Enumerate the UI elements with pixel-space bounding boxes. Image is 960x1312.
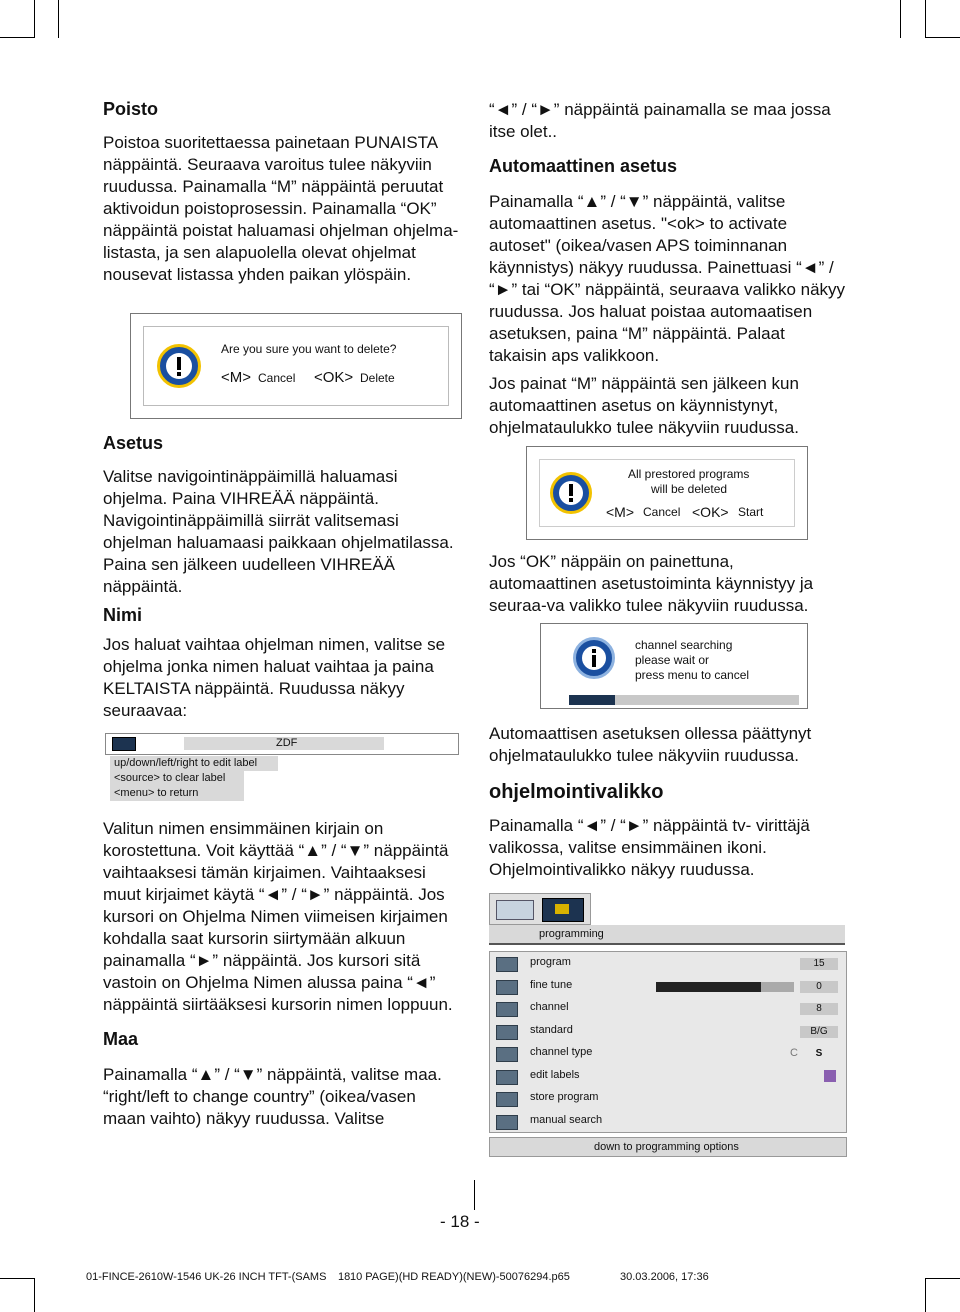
fine-tune-slider[interactable] <box>656 982 794 992</box>
menu-title: programming <box>539 928 604 940</box>
warning-icon <box>157 344 201 388</box>
menu-row-label: channel type <box>530 1046 593 1058</box>
after-section <box>489 723 846 881</box>
menu-row-channel[interactable] <box>490 998 846 1020</box>
footer-page: 18 <box>338 1271 351 1283</box>
menu-row-value: S <box>815 1048 823 1059</box>
menu-row-label: edit labels <box>530 1068 580 1081</box>
maa-heading: Maa <box>103 1029 139 1049</box>
auto-heading: Automaattinen asetus <box>489 156 678 176</box>
delete-dialog <box>130 313 462 419</box>
nimi-text: Jos haluat vaihtaa ohjelman nimen, valitse se ohjelma jonka nimen haluat vaihtaa ja paina KELTAISTA näppäintä. Ruudussa näkyy seuraavaa: <box>103 635 446 720</box>
menu-row-value: 15 <box>800 958 838 970</box>
asetus-text: Valitse navigointinäppäimillä haluamasi ohjelma. Paina VIHREÄÄ näppäintä. Navigointinäppäimillä siirrät valitsemasi ohjelman haluamaasi paikkaan ohjelmatilassa. Paina sen jälkeen uudelleen VIHREÄÄ näppäintä. <box>103 467 454 596</box>
auto-text: Painamalla “▲” / “▼” näppäintä, valitse automaattinen asetus. "<ok> to activate autoset" (oikea/vasen APS toiminnanan käynnistys) näkyy ruudussa. Painettuasi “◄” / “►” tai “OK” näppäintä, seuraava valikko näkyy ruudussa. Jos haluat poistaa automaatisen asetuksen, paina “M” näppäintä. Palaat takaisin aps valikkoon. <box>489 192 846 365</box>
crop-mark <box>925 0 926 38</box>
menu-row-icon <box>496 1115 518 1130</box>
tv-icon <box>112 737 136 751</box>
prestored-line-1: All prestored programs <box>628 467 750 481</box>
crop-mark <box>0 1278 35 1279</box>
menu-row-label: fine tune <box>530 978 573 991</box>
menu-footer-bar <box>489 1137 847 1157</box>
menu-row-label: manual search <box>530 1113 603 1126</box>
name-edit-box <box>105 733 459 755</box>
name-value: ZDF <box>276 737 298 749</box>
menu-row-manual-search[interactable] <box>490 1111 846 1133</box>
searching-dialog <box>540 623 808 709</box>
crop-mark <box>925 1278 960 1279</box>
menu-row-channel-type[interactable] <box>490 1043 846 1065</box>
menu-row-value: 8 <box>800 1003 838 1015</box>
asetus-heading: Asetus <box>103 433 164 453</box>
crop-mark <box>925 37 960 38</box>
menu-row-icon <box>496 1092 518 1107</box>
poisto-text: Poistoa suoritettaessa painetaan PUNAISTA näppäintä. Seuraava varoitus tulee näkyviin ruudussa. Painamalla “M” näppäintä peruutat aktivoidun poistoprosessin. Painamalla “OK” näppäintä poistat haluamasi ohjelman ohjelma-listasta, ja sen alapuolella olevat ohjelmat nousevat listassa yhden paikan ylöspäin. <box>103 133 459 284</box>
nimi-text-2: Valitun nimen ensimmäinen kirjain on korostettuna. Voit käyttää “▲” / “▼” näppäintä vaihtaaksesi tämän kirjaimen. Vaihtaaksesi muut kirjaimet käytä “◄” / “►” näppäintä. Jos kursori on Ohjelma Nimen viimeisen kirjaimen kohdalla saat kursorin siirtymään alkuun painamalla “►” näppäintä. Jos kursori sitä vastoin on Ohjelma Nimen alussa paina “◄” näppäintä siirtääksesi kursorin nimen loppuun. <box>103 819 453 1014</box>
searching-line-3: press menu to cancel <box>635 668 750 682</box>
menu-row-standard[interactable] <box>490 1021 846 1043</box>
crop-mark <box>58 0 59 38</box>
menu-row-label: store program <box>530 1091 599 1103</box>
ok-key-label: <OK> <box>314 369 354 386</box>
menu-row-program[interactable] <box>490 953 846 975</box>
crop-mark <box>474 1180 475 1210</box>
menu-row-icon <box>496 980 518 995</box>
menu-row-value: 0 <box>800 981 838 993</box>
arrow-right-icon[interactable] <box>824 1070 836 1082</box>
menu-row-value: B/G <box>800 1026 838 1038</box>
intro-text: “◄” / “►” näppäintä painamalla se maa jossa itse olet.. <box>489 100 831 141</box>
start-label: Start <box>738 505 764 519</box>
menu-row-extra: C <box>790 1047 798 1059</box>
maa-text: Painamalla “▲” / “▼” näppäintä, valitse maa. “right/left to change country” (oikea/vasen maan vaihto) näkyy ruudussa. Valitse <box>103 1065 442 1128</box>
programming-tab-icon[interactable] <box>496 900 534 920</box>
info-icon <box>573 637 615 679</box>
nimi-continued <box>103 818 460 1130</box>
crop-mark <box>34 1278 35 1312</box>
menu-footer: down to programming options <box>594 1141 739 1153</box>
footer-date: 30.03.2006, 17:36 <box>620 1271 709 1283</box>
help-line-2: <source> to clear label <box>110 771 244 786</box>
searching-line-2: please wait or <box>635 653 710 667</box>
menu-title-bar <box>489 925 845 945</box>
cancel-label: Cancel <box>258 371 296 385</box>
menu-row-icon <box>496 1070 518 1085</box>
ok-text: Jos “OK” näppäin on painettuna, automaattinen asetustoiminta käynnistyy ja seuraa-va valikko tulee näkyviin ruudussa. <box>489 552 814 615</box>
footer-file-2: 10 PAGE)(HD READY)(NEW)-50076294.p65 <box>350 1271 570 1283</box>
crop-mark <box>34 0 35 38</box>
crop-mark <box>925 1278 926 1312</box>
tv-tab-icon[interactable] <box>542 898 584 922</box>
menu-row-label: channel <box>530 1001 569 1013</box>
prog-text: Painamalla “◄” / “►” näppäintä tv- virittäjä valikossa, valitse ensimmäinen ikoni. Ohjelmointivalikko näkyy ruudussa. <box>489 816 810 879</box>
right-column <box>489 99 846 439</box>
menu-rows <box>489 951 847 1133</box>
menu-row-label: standard <box>530 1023 573 1036</box>
prestored-line-2: will be deleted <box>651 482 728 496</box>
menu-row-label: program <box>530 956 571 968</box>
menu-row-icon <box>496 1025 518 1040</box>
page-number: - 18 - <box>440 1212 480 1231</box>
searching-line-1: channel searching <box>635 638 733 652</box>
menu-row-edit-labels[interactable] <box>490 1066 846 1088</box>
menu-row-fine-tune[interactable] <box>490 976 846 998</box>
auto-text-2: Jos painat “M” näppäintä sen jälkeen kun automaattinen asetus on käynnistynyt, ohjelmataulukko tulee näkyviin ruudussa. <box>489 374 799 437</box>
delete-label: Delete <box>360 371 395 385</box>
ok-key-label: <OK> <box>692 504 729 520</box>
prestored-dialog <box>526 446 808 540</box>
warning-icon <box>550 472 592 514</box>
prog-heading: ohjelmointivalikko <box>489 781 664 803</box>
help-line-3: <menu> to return <box>110 786 244 801</box>
menu-row-icon <box>496 1047 518 1062</box>
asetus-section <box>103 432 460 722</box>
left-column <box>103 98 460 286</box>
poisto-heading: Poisto <box>103 99 159 119</box>
menu-tab-bar <box>489 893 591 925</box>
menu-row-icon <box>496 957 518 972</box>
crop-mark <box>0 37 35 38</box>
menu-row-icon <box>496 1002 518 1017</box>
m-key-label: <M> <box>221 369 252 386</box>
menu-row-store-program[interactable] <box>490 1088 846 1110</box>
after-text: Automaattisen asetuksen ollessa päättynyt ohjelmataulukko tulee näkyviin ruudussa. <box>489 724 812 765</box>
search-progress-fill <box>569 695 615 705</box>
fine-tune-fill <box>656 982 761 992</box>
ok-section <box>489 551 846 617</box>
help-line-1: up/down/left/right to edit label <box>110 756 278 771</box>
programming-menu <box>489 893 847 1163</box>
footer-file: 01-FINCE-2610W-1546 UK-26 INCH TFT-(SAMS <box>86 1271 327 1283</box>
crop-mark <box>900 0 901 38</box>
search-progress-bar <box>569 695 799 705</box>
delete-question: Are you sure you want to delete? <box>221 342 397 356</box>
name-field[interactable] <box>184 737 384 750</box>
m-key-label: <M> <box>606 504 635 520</box>
cancel-label: Cancel <box>643 505 681 519</box>
nimi-heading: Nimi <box>103 605 143 625</box>
